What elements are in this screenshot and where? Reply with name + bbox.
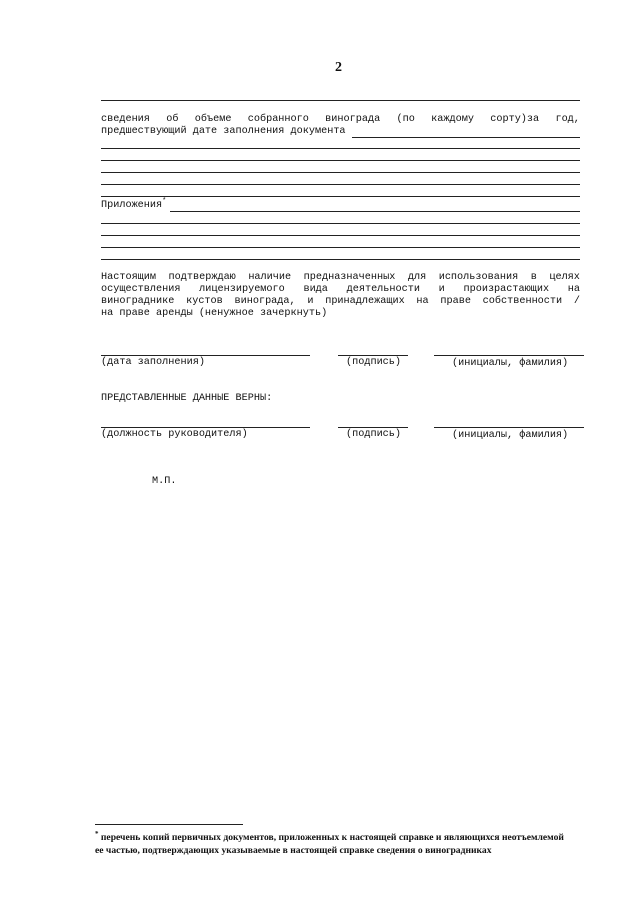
verified-heading: ПРЕДСТАВЛЕННЫЕ ДАННЫЕ ВЕРНЫ: — [101, 393, 273, 404]
page-number: 2 — [335, 60, 342, 75]
position-line — [101, 427, 310, 428]
confirmation-line-1 — [101, 272, 580, 284]
attachments-label — [101, 197, 167, 212]
position-label: (должность руководителя) — [101, 429, 248, 440]
word: винограда — [325, 114, 381, 125]
word: лицензируемого — [199, 284, 285, 295]
attachments-text: Приложения — [101, 200, 163, 211]
signature-label: (подпись) — [346, 429, 402, 440]
name-label: (инициалы, фамилия) — [452, 430, 569, 441]
word: на — [416, 296, 429, 307]
word: и — [307, 296, 314, 307]
word: использования — [438, 272, 519, 283]
form-line — [101, 184, 580, 185]
name-line — [434, 427, 584, 428]
form-line — [101, 235, 580, 236]
harvest-line-2: предшествующий дате заполнения документа — [101, 126, 346, 137]
word: собранного — [247, 114, 309, 125]
word: деятельности — [346, 284, 420, 295]
word: (по — [396, 114, 415, 125]
word: осуществления — [101, 284, 181, 295]
word: произрастающих — [463, 284, 550, 295]
word: для — [407, 272, 427, 283]
name-label: (инициалы, фамилия) — [452, 358, 569, 369]
date-line — [101, 355, 310, 356]
word: подтверждаю — [168, 272, 236, 283]
signature-line — [338, 355, 408, 356]
form-line — [101, 259, 580, 260]
word: сорту)за — [490, 114, 540, 125]
footnote-mark: * — [95, 829, 99, 838]
word: об — [166, 114, 179, 125]
word: и — [438, 284, 445, 295]
word: принадлежащих — [325, 296, 405, 307]
signature-label: (подпись) — [346, 357, 402, 368]
word: винограднике — [101, 296, 175, 307]
confirmation-line-3 — [101, 296, 580, 308]
form-line — [101, 148, 580, 149]
footnote-separator — [95, 824, 243, 825]
stamp-label: М.П. — [152, 476, 177, 487]
footnote-line-1 — [95, 829, 564, 844]
word: Настоящим — [101, 272, 157, 283]
word: / — [573, 296, 580, 307]
word: сведения — [101, 114, 150, 125]
footnote-mark: * — [162, 197, 167, 206]
form-line — [101, 172, 580, 173]
form-line — [101, 247, 580, 248]
word: вида — [303, 284, 328, 295]
footnote-line-2: ее частью, подтверждающих указываемые в настоящей справке сведения о виноградниках — [95, 845, 492, 856]
signature-line — [338, 427, 408, 428]
harvest-line-1 — [101, 114, 580, 126]
word: собственности — [482, 296, 563, 307]
date-label: (дата заполнения) — [101, 357, 205, 368]
word: в — [530, 272, 537, 283]
word: праве — [440, 296, 471, 307]
word: винограда, — [234, 296, 296, 307]
name-line — [434, 355, 584, 356]
word: год, — [555, 114, 580, 125]
form-line — [101, 223, 580, 224]
form-line — [101, 196, 580, 197]
word: на — [567, 284, 580, 295]
confirmation-line-2 — [101, 284, 580, 296]
word: кустов — [186, 296, 223, 307]
footnote-text: перечень копий первичных документов, приложенных к настоящей справке и являющихся неотъемлемой — [100, 832, 564, 843]
form-line — [352, 137, 580, 138]
form-line — [101, 100, 580, 101]
word: предназначенных — [303, 272, 396, 283]
form-line — [170, 211, 580, 212]
form-line — [101, 160, 580, 161]
word: наличие — [248, 272, 292, 283]
confirmation-line-4: на праве аренды (ненужное зачеркнуть) — [101, 308, 328, 319]
word: каждому — [431, 114, 474, 125]
word: объеме — [194, 114, 232, 125]
word: целях — [549, 272, 580, 283]
